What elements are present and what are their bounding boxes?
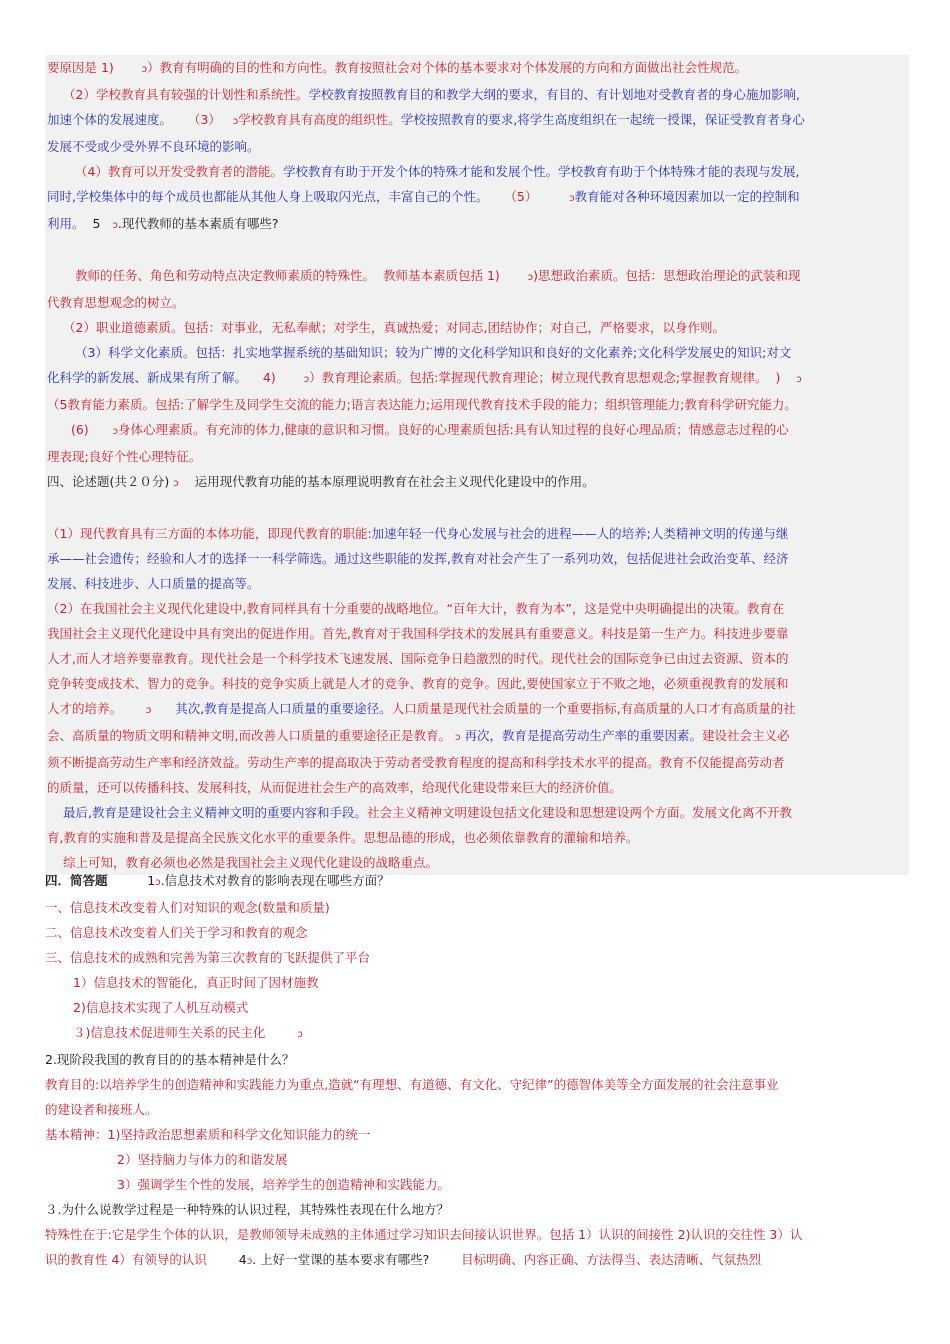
text-line <box>47 315 907 340</box>
text-span: 人才,而人才培养要靠教育。现代社会是一个科学技术飞速发展、国际竞争日趋激烈的时代。现代社会的国际竞争已由过去资源、资本的 <box>47 651 789 666</box>
anchor-marker-icon: ↄ <box>246 1256 253 1267</box>
text-span: （5教育能力素质。 <box>47 397 155 412</box>
text-line <box>47 825 907 850</box>
text-span: 4 <box>238 1252 247 1267</box>
text-span: 一、信息技术改变着人们对知识的观念(数量和质量) <box>45 900 330 915</box>
text-line <box>45 1247 905 1274</box>
text-span: 包括:掌握现代教育理论；树立现代教育思想观念;掌握教育规律。 <box>409 370 768 385</box>
text-line <box>47 723 907 750</box>
text-span: 1）信息技术的智能化，真正时间了因材施教 <box>73 975 319 990</box>
question-text: 2.现阶段我国的教育目的的基本精神是什么？ <box>45 1052 295 1067</box>
text-span: （2）学校教育具有较强的计划性和系统性。 <box>63 87 309 102</box>
text-line <box>47 775 907 800</box>
question-text: . 上好一堂课的基本要求有哪些? <box>252 1252 430 1267</box>
text-span: 人口质量是现代社会质量的一个重要指标,有高质量的人口才有高质量的社 <box>391 701 796 716</box>
text-span: 其次,教育是提高人口质量的重要途径。 <box>175 701 392 716</box>
text-line <box>45 868 905 895</box>
text-span: 运用现代教育功能的基本原理说明教育在社会主义现代化建设中的作用。 <box>194 474 595 489</box>
text-line <box>47 571 907 596</box>
text-span: 学校教育有助于开发个体的特殊才能和发展个性。学校教育有助于个体特殊才能的表现与发展, <box>282 164 800 179</box>
text-line <box>45 1172 905 1197</box>
text-span: 综上可知，教育必须也必然是我国社会主义现代化建设的战略重点。 <box>63 855 439 870</box>
text-span: （2）在我国社会主义现代化建设中,教育同样具有十分重要的战略地位。 <box>47 601 447 616</box>
text-span: 育,教育的实施和普及是提高全民族文化水平的重要条件。思想品德的形成，也必须依靠教育的灌输和培养。 <box>47 830 639 845</box>
anchor-marker-icon: ↄ <box>112 426 119 437</box>
text-span: 发展不受或少受外界不良环境的影响。 <box>47 139 260 154</box>
text-line <box>45 1097 905 1122</box>
text-span: 要原因是 1) <box>47 60 114 75</box>
text-span: 4) <box>262 370 276 385</box>
anchor-marker-icon: ↄ <box>527 272 534 283</box>
text-line <box>47 696 907 723</box>
text-span: 包括:了解学生及同学生交流的能力;语言表达能力;运用现代教育技术手段的能力；组织管理能力;教育科学研究能力。 <box>154 397 797 412</box>
text-line <box>47 417 907 444</box>
text-span: 3）强调学生个性的发展，培养学生的创造精神和实践能力。 <box>117 1177 450 1192</box>
text-line <box>47 159 907 184</box>
anchor-marker-icon: ↄ <box>303 374 310 385</box>
text-line <box>47 546 907 571</box>
text-span: ３)信息技术促进师生关系的民主化 <box>73 1025 266 1040</box>
text-span: 目标明确、内容正确、方法得当、表达清晰、气氛热烈 <box>461 1252 762 1267</box>
text-span: 同时,学校集体中的每个成员也都能从其他人身上吸取闪光点，丰富自己的个性。 <box>47 189 489 204</box>
text-span: 我国社会主义现代化建设中具有突出的促进作用。首先,教育对于我国科学技术的发展具有重要意义。 <box>47 626 601 641</box>
text-span: 三、信息技术的成熟和完善为第三次教育的飞跃提供了平台 <box>45 950 371 965</box>
text-span: 5 <box>92 216 101 231</box>
text-line <box>47 444 907 469</box>
text-line <box>45 920 905 945</box>
text-line <box>47 263 907 290</box>
text-line <box>45 1047 905 1072</box>
text-span: .现代教师的基本素质有哪些? <box>117 216 279 231</box>
text-line <box>47 55 907 82</box>
anchor-marker-icon: ↄ <box>145 705 152 716</box>
text-span: （3）科学文化素质。 <box>75 345 196 360</box>
anchor-marker-icon: ↄ <box>569 193 575 204</box>
text-line <box>45 1197 905 1222</box>
text-line <box>45 1020 905 1047</box>
text-span: 学校教育具有高度的组织性。 <box>238 112 401 127</box>
text-span: 2）坚持脑力与体力的和谐发展 <box>117 1152 288 1167</box>
text-span: 识的教育性 4）有领导的认识 <box>45 1252 207 1267</box>
text-span: (6) <box>70 422 89 437</box>
text-span: 社会主义精神文明建设包括文化建设和思想建设两个方面。发展文化离不开教 <box>366 805 792 820</box>
text-span: 二、信息技术改变着人们关于学习和教育的观念 <box>45 925 308 940</box>
text-span: 2)信息技术实现了人机互动模式 <box>73 1000 249 1015</box>
text-span: （1）现代教育具有三方面的本体功能，即现代教育的职能: <box>47 526 372 541</box>
text-span: 再次，教育是提高劳动生产率的重要因素。 <box>464 728 702 743</box>
anchor-marker-icon: ↄ <box>155 877 161 888</box>
text-span: 最后,教育是建设社会主义精神文明的重要内容和手段。 <box>63 805 367 820</box>
text-line <box>47 392 907 417</box>
text-line <box>47 365 907 392</box>
text-span: （4）教育可以开发受教育者的潜能。 <box>75 164 283 179</box>
text-line <box>47 134 907 159</box>
text-line <box>47 211 907 238</box>
text-span: 学校教育按照教育目的和教学大纲的要求，有目的、有计划地对受教育者的身心施加影响, <box>308 87 800 102</box>
text-line <box>45 970 905 995</box>
text-line <box>47 800 907 825</box>
text-span: 利用。 <box>47 216 85 231</box>
anchor-marker-icon: ↄ <box>112 220 118 231</box>
anchor-marker-icon: ↄ <box>141 64 148 75</box>
text-span: “百年大计，教育为本”，这是党中央明确提出的决策。教育在 <box>446 601 785 616</box>
anchor-marker-icon: ↄ <box>796 374 802 385</box>
text-line <box>47 184 907 211</box>
text-line <box>47 621 907 646</box>
section-heading: 四．简答题 <box>45 873 108 888</box>
short-answer-section <box>45 868 905 1274</box>
anchor-marker-icon: ↄ <box>232 116 239 127</box>
question-text: ３.为什么说教学过程是一种特殊的认识过程，其特殊性表现在什么地方？ <box>45 1202 449 1217</box>
anchor-marker-icon: ↄ <box>173 478 179 489</box>
text-line <box>47 671 907 696</box>
text-span: 须不断提高劳动生产率和经济效益。劳动生产率的提高取决于劳动者受教育程度的提高和科学技术水平的提高。教育不仅能提高劳动者 <box>47 755 785 770</box>
text-span: 加速年轻一代身心发展与社会的进程——人的培养;人类精神文明的传递与继 <box>371 526 789 541</box>
text-line <box>45 1072 905 1097</box>
answer-section-band <box>45 55 909 875</box>
text-span: 建设社会主义必 <box>701 728 790 743</box>
text-line <box>45 895 905 920</box>
text-line <box>47 340 907 365</box>
text-line <box>47 596 907 621</box>
text-span: 发展、科技进步、人口质量的提高等。 <box>47 576 260 591</box>
text-span: 包括：对事业，无私奉献；对学生，真诚热爱；对同志,团结协作；对自己，严格要求，以身作则。 <box>183 320 725 335</box>
text-line <box>47 521 907 546</box>
anchor-marker-icon: ↄ <box>297 1029 303 1040</box>
text-span: 包括：扎实地掌握系统的基础知识；较为广博的文化科学知识和良好的文化素养;文化科学发展史的知识;对文 <box>195 345 792 360</box>
text-span: 教育能对各种环境因素加以一定的控制和 <box>574 189 800 204</box>
text-span: （3） <box>187 112 221 127</box>
text-span: ）教育理论素质。 <box>309 370 410 385</box>
text-span: 承——社会遗传；经验和人才的选择一一科学筛选。通过这些职能的发挥,教育对社会产生了一系列功效，包括促进社会政治变革、经济 <box>47 551 789 566</box>
text-span: ）教育有明确的目的性和方向性。教育按照社会对个体的基本要求对个体发展的方向和方面做出社会性规范。 <box>147 60 748 75</box>
text-line <box>45 1147 905 1172</box>
text-line <box>47 290 907 315</box>
text-span: ) <box>775 370 781 385</box>
text-line <box>45 995 905 1020</box>
text-span: 学校按照教育的要求,将学生高度组织在一起统一授课，保证受教育者身心 <box>400 112 805 127</box>
anchor-marker-icon: ↄ <box>454 732 461 743</box>
text-span: 教师的任务、角色和劳动特点决定教师素质的特殊性。 <box>75 268 376 283</box>
text-span: 身体心理素质。 <box>118 422 206 437</box>
text-line <box>47 646 907 671</box>
text-span: 的质量，还可以传播科技、发展科技，从而促进社会生产的高效率，给现代化建设带来巨大的经济价值。 <box>47 780 623 795</box>
text-span: .信息技术对教育的影响表现在哪些方面？ <box>160 873 390 888</box>
text-span: 竞争转变成技术、智力的竞争。科技的竞争实质上就是人才的竞争、教育的竞争。因此,要使国家立于不败之地，必须重视教育的发展和 <box>47 676 789 691</box>
text-line <box>47 750 907 775</box>
text-span: 1 <box>147 873 156 888</box>
text-span: 人才的培养。 <box>47 701 123 716</box>
text-span: （2）职业道德素质。 <box>63 320 184 335</box>
text-span: 代教育思想观念的树立。 <box>47 295 185 310</box>
text-span: 会、高质量的物质文明和精神文明,而改善人口质量的重要途径正是教育。 <box>47 728 451 743</box>
text-line <box>47 82 907 107</box>
text-span: 基本精神：1)坚持政治思想素质和科学文化知识能力的统一 <box>45 1127 371 1142</box>
text-span: 有充沛的体力,健康的意识和习惯。良好的心理素质包括:具有认知过程的良好心理品质；情感意志过程的心 <box>205 422 789 437</box>
text-line <box>47 469 907 496</box>
text-line <box>45 1122 905 1147</box>
text-span: 科技是第一生产力。科技进步要靠 <box>600 626 789 641</box>
text-span: 化科学的新发展、新成果有所了解。 <box>47 370 248 385</box>
text-line <box>47 107 907 134</box>
text-line <box>45 1222 905 1247</box>
text-span: 理表现;良好个性心理特征。 <box>47 449 202 464</box>
text-line <box>45 945 905 970</box>
text-span: 教育目的:以培养学生的创造精神和实践能力为重点,造就“有理想、有道德、有文化、守纪律”的德智体美等全方面发展的社会注意事业 <box>45 1077 779 1092</box>
text-span: 特殊性在于:它是学生个体的认识，是教师领导未成熟的主体通过学习知识去间接认识世界。包括 1）认识的间接性 2)认识的交往性 3）认 <box>45 1227 803 1242</box>
section-heading: 四、论述题(共２０分) <box>47 474 170 489</box>
text-span: 教师基本素质包括 1) <box>382 268 500 283</box>
text-span: （5） <box>504 189 538 204</box>
text-span: )思想政治素质。包括：思想政治理论的武装和现 <box>533 268 801 283</box>
text-span: 的建设者和接班人。 <box>45 1102 158 1117</box>
text-span: 加速个体的发展速度。 <box>47 112 173 127</box>
